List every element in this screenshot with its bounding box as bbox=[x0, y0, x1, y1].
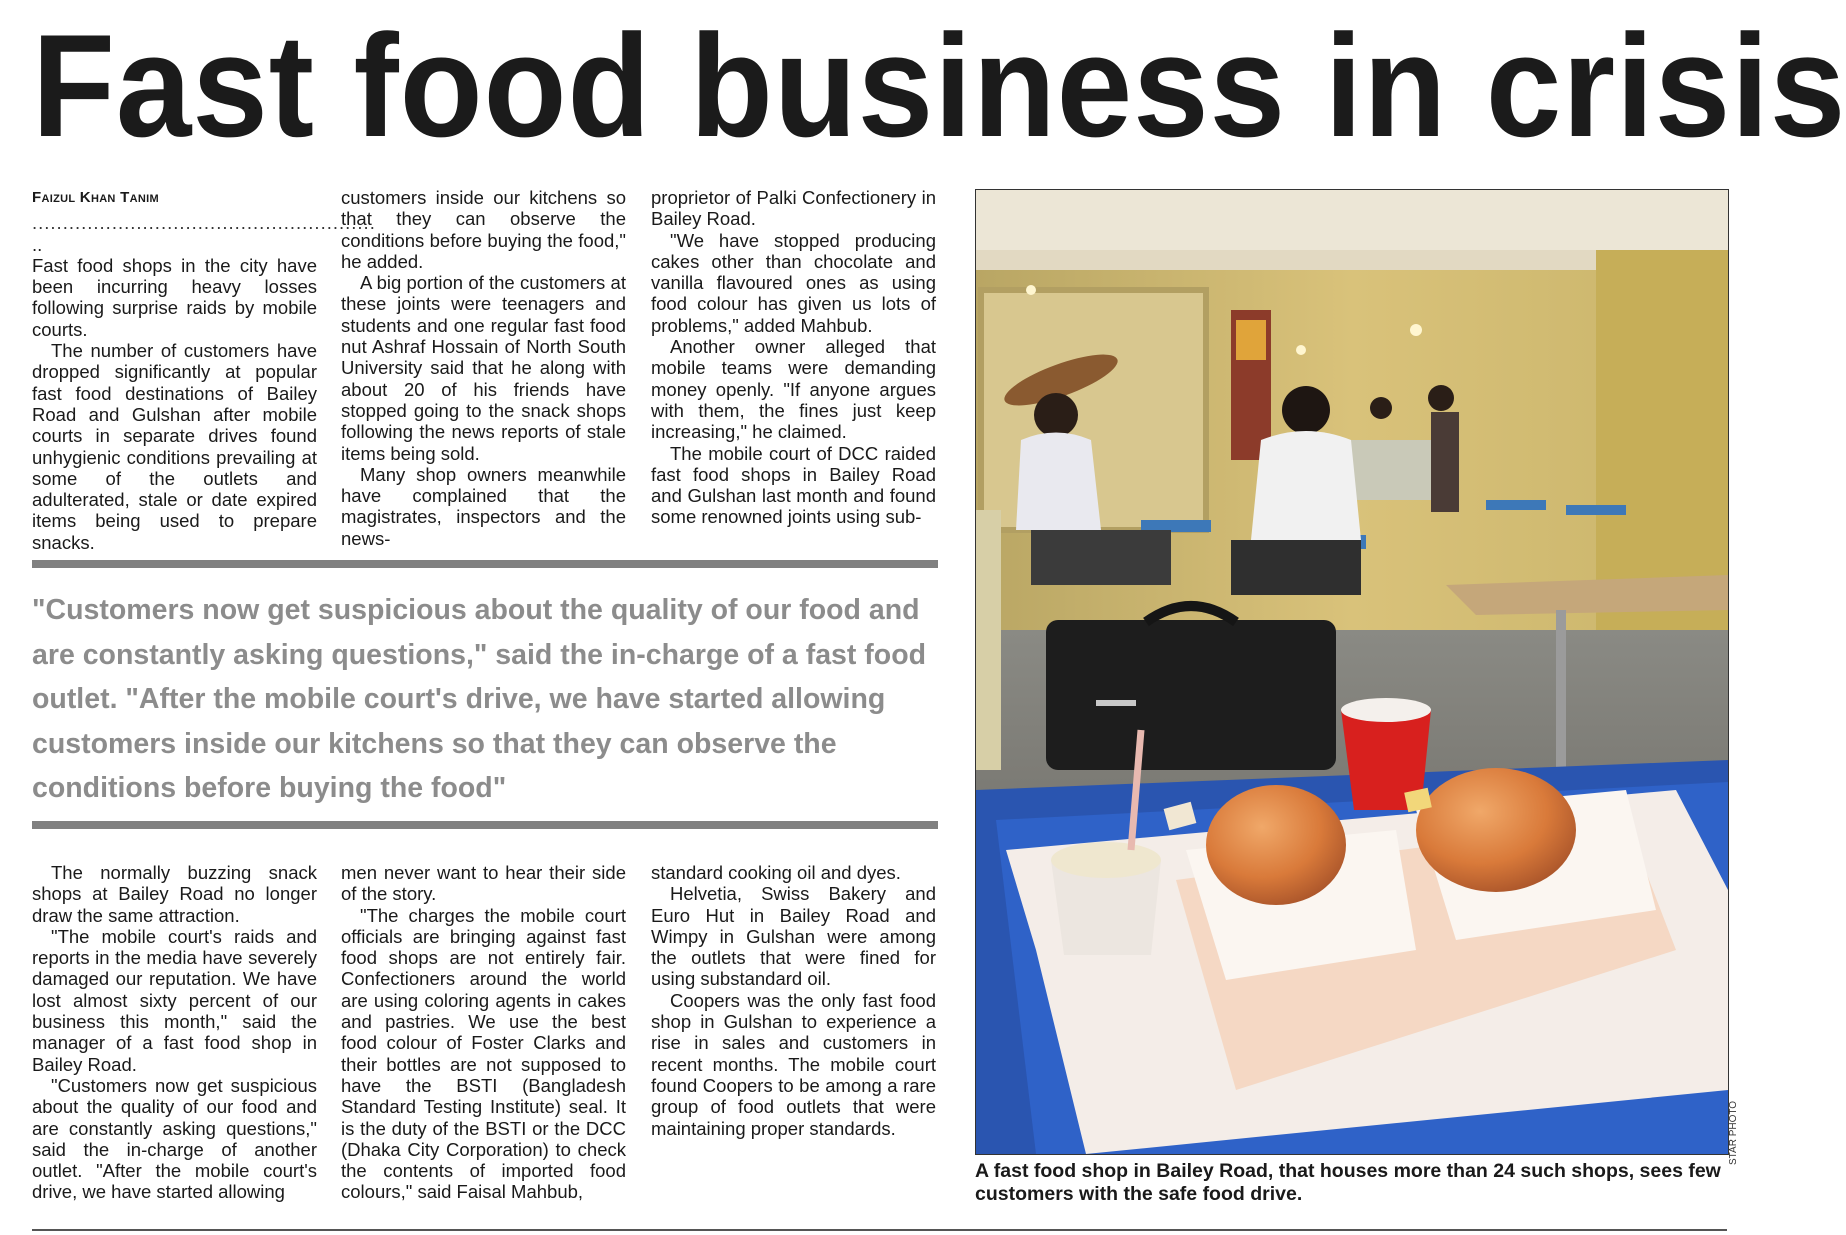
paragraph: The number of customers have dropped significantly at popular fast food destinations of Bailey Road and Gulshan after mobile courts in separate drives found unhygienic conditions prevailing at some of the outlets and adulterated, stale or date expired items being used to prepare snacks. bbox=[32, 340, 317, 553]
paragraph: proprietor of Palki Confectionery in Bailey Road. bbox=[651, 187, 936, 230]
paragraph: Many shop owners meanwhile have complained that the magistrates, inspectors and the news- bbox=[341, 463, 626, 549]
byline-rule: ........................................................ bbox=[32, 212, 376, 234]
paragraph: "We have stopped producing cakes other than chocolate and vanilla flavoured ones as using food colour has given us lots of problems," added Mahbub. bbox=[651, 229, 936, 336]
paragraph: men never want to hear their side of the story. bbox=[341, 862, 626, 905]
pull-quote-bottom-rule bbox=[32, 821, 938, 829]
byline-rule-end: .. bbox=[32, 233, 43, 255]
paragraph: Fast food shops in the city have been incurring heavy losses following surprise raids by mobile courts. bbox=[32, 254, 317, 340]
byline: Faizul Khan Tanim bbox=[32, 189, 159, 206]
paragraph: Helvetia, Swiss Bakery and Euro Hut in Bailey Road and Wimpy in Gulshan were among the outlets that were fined for using substandard oil. bbox=[651, 883, 936, 990]
photo-credit: STAR PHOTO bbox=[1728, 1100, 1739, 1165]
lower-column-3 bbox=[651, 862, 936, 1139]
paragraph: standard cooking oil and dyes. bbox=[651, 862, 901, 883]
upper-column-3 bbox=[651, 187, 936, 528]
paragraph: "The charges the mobile court officials are bringing against fast food shops are not entirely fair. Confectioners around the world are using coloring agents in cakes and pastries. We use the best food colour of Foster Clarks and their bottles are not supposed to have the BSTI (Bangladesh Standard Testing Institute) seal. It is the duty of the BSTI or the DCC (Dhaka City Corporation) to check the contents of imported food colours," said Faisal Mahbub, bbox=[341, 904, 626, 1203]
upper-column-2 bbox=[341, 187, 626, 549]
photo-caption: A fast food shop in Bailey Road, that houses more than 24 such shops, sees few customers with the safe food drive. bbox=[975, 1160, 1721, 1205]
pull-quote: "Customers now get suspicious about the quality of our food and are constantly asking questions," said the in-charge of a fast food outlet. "After the mobile court's drive, we have started allowing customers inside our kitchens so that they can observe the conditions before buying the food" bbox=[32, 594, 927, 804]
paragraph: A big portion of the customers at these joints were teenagers and students and one regular fast food nut Ashraf Hossain of North South University said that he along with about 20 of his friends have stopped going to the snack shops following the news reports of stale items being sold. bbox=[341, 272, 626, 464]
paragraph: "Customers now get suspicious about the quality of our food and are constantly asking questions," said the in-charge of another outlet. "After the mobile court's drive, we have started allowing bbox=[32, 1074, 317, 1203]
restaurant-photo bbox=[975, 189, 1729, 1155]
paragraph: The mobile court of DCC raided fast food shops in Bailey Road and Gulshan last month and found some renowned joints using sub- bbox=[651, 442, 936, 528]
headline: Fast food business in crisis bbox=[32, 4, 1846, 167]
page-bottom-rule bbox=[32, 1229, 1727, 1231]
paragraph: customers inside our kitchens so that they can observe the conditions before buying the food," he added. bbox=[341, 187, 626, 272]
pull-quote-top-rule bbox=[32, 560, 938, 568]
lower-column-2 bbox=[341, 862, 626, 1203]
paragraph: Another owner alleged that mobile teams were demanding money openly. "If anyone argues with them, the fines just keep increasing," he claimed. bbox=[651, 336, 936, 443]
photo-illustration bbox=[976, 190, 1728, 1154]
upper-column-1 bbox=[32, 187, 376, 553]
lower-column-1 bbox=[32, 862, 317, 1203]
paragraph: Coopers was the only fast food shop in Gulshan to experience a rise in sales and customers in recent months. The mobile court found Coopers to be among a rare group of food outlets that were maintaining proper standards. bbox=[651, 989, 936, 1139]
paragraph: The normally buzzing snack shops at Bailey Road no longer draw the same attraction. bbox=[32, 862, 317, 926]
paragraph: "The mobile court's raids and reports in the media have severely damaged our reputation. We have lost almost sixty percent of our business this month," said the manager of a fast food shop in Bailey Road. bbox=[32, 925, 317, 1075]
